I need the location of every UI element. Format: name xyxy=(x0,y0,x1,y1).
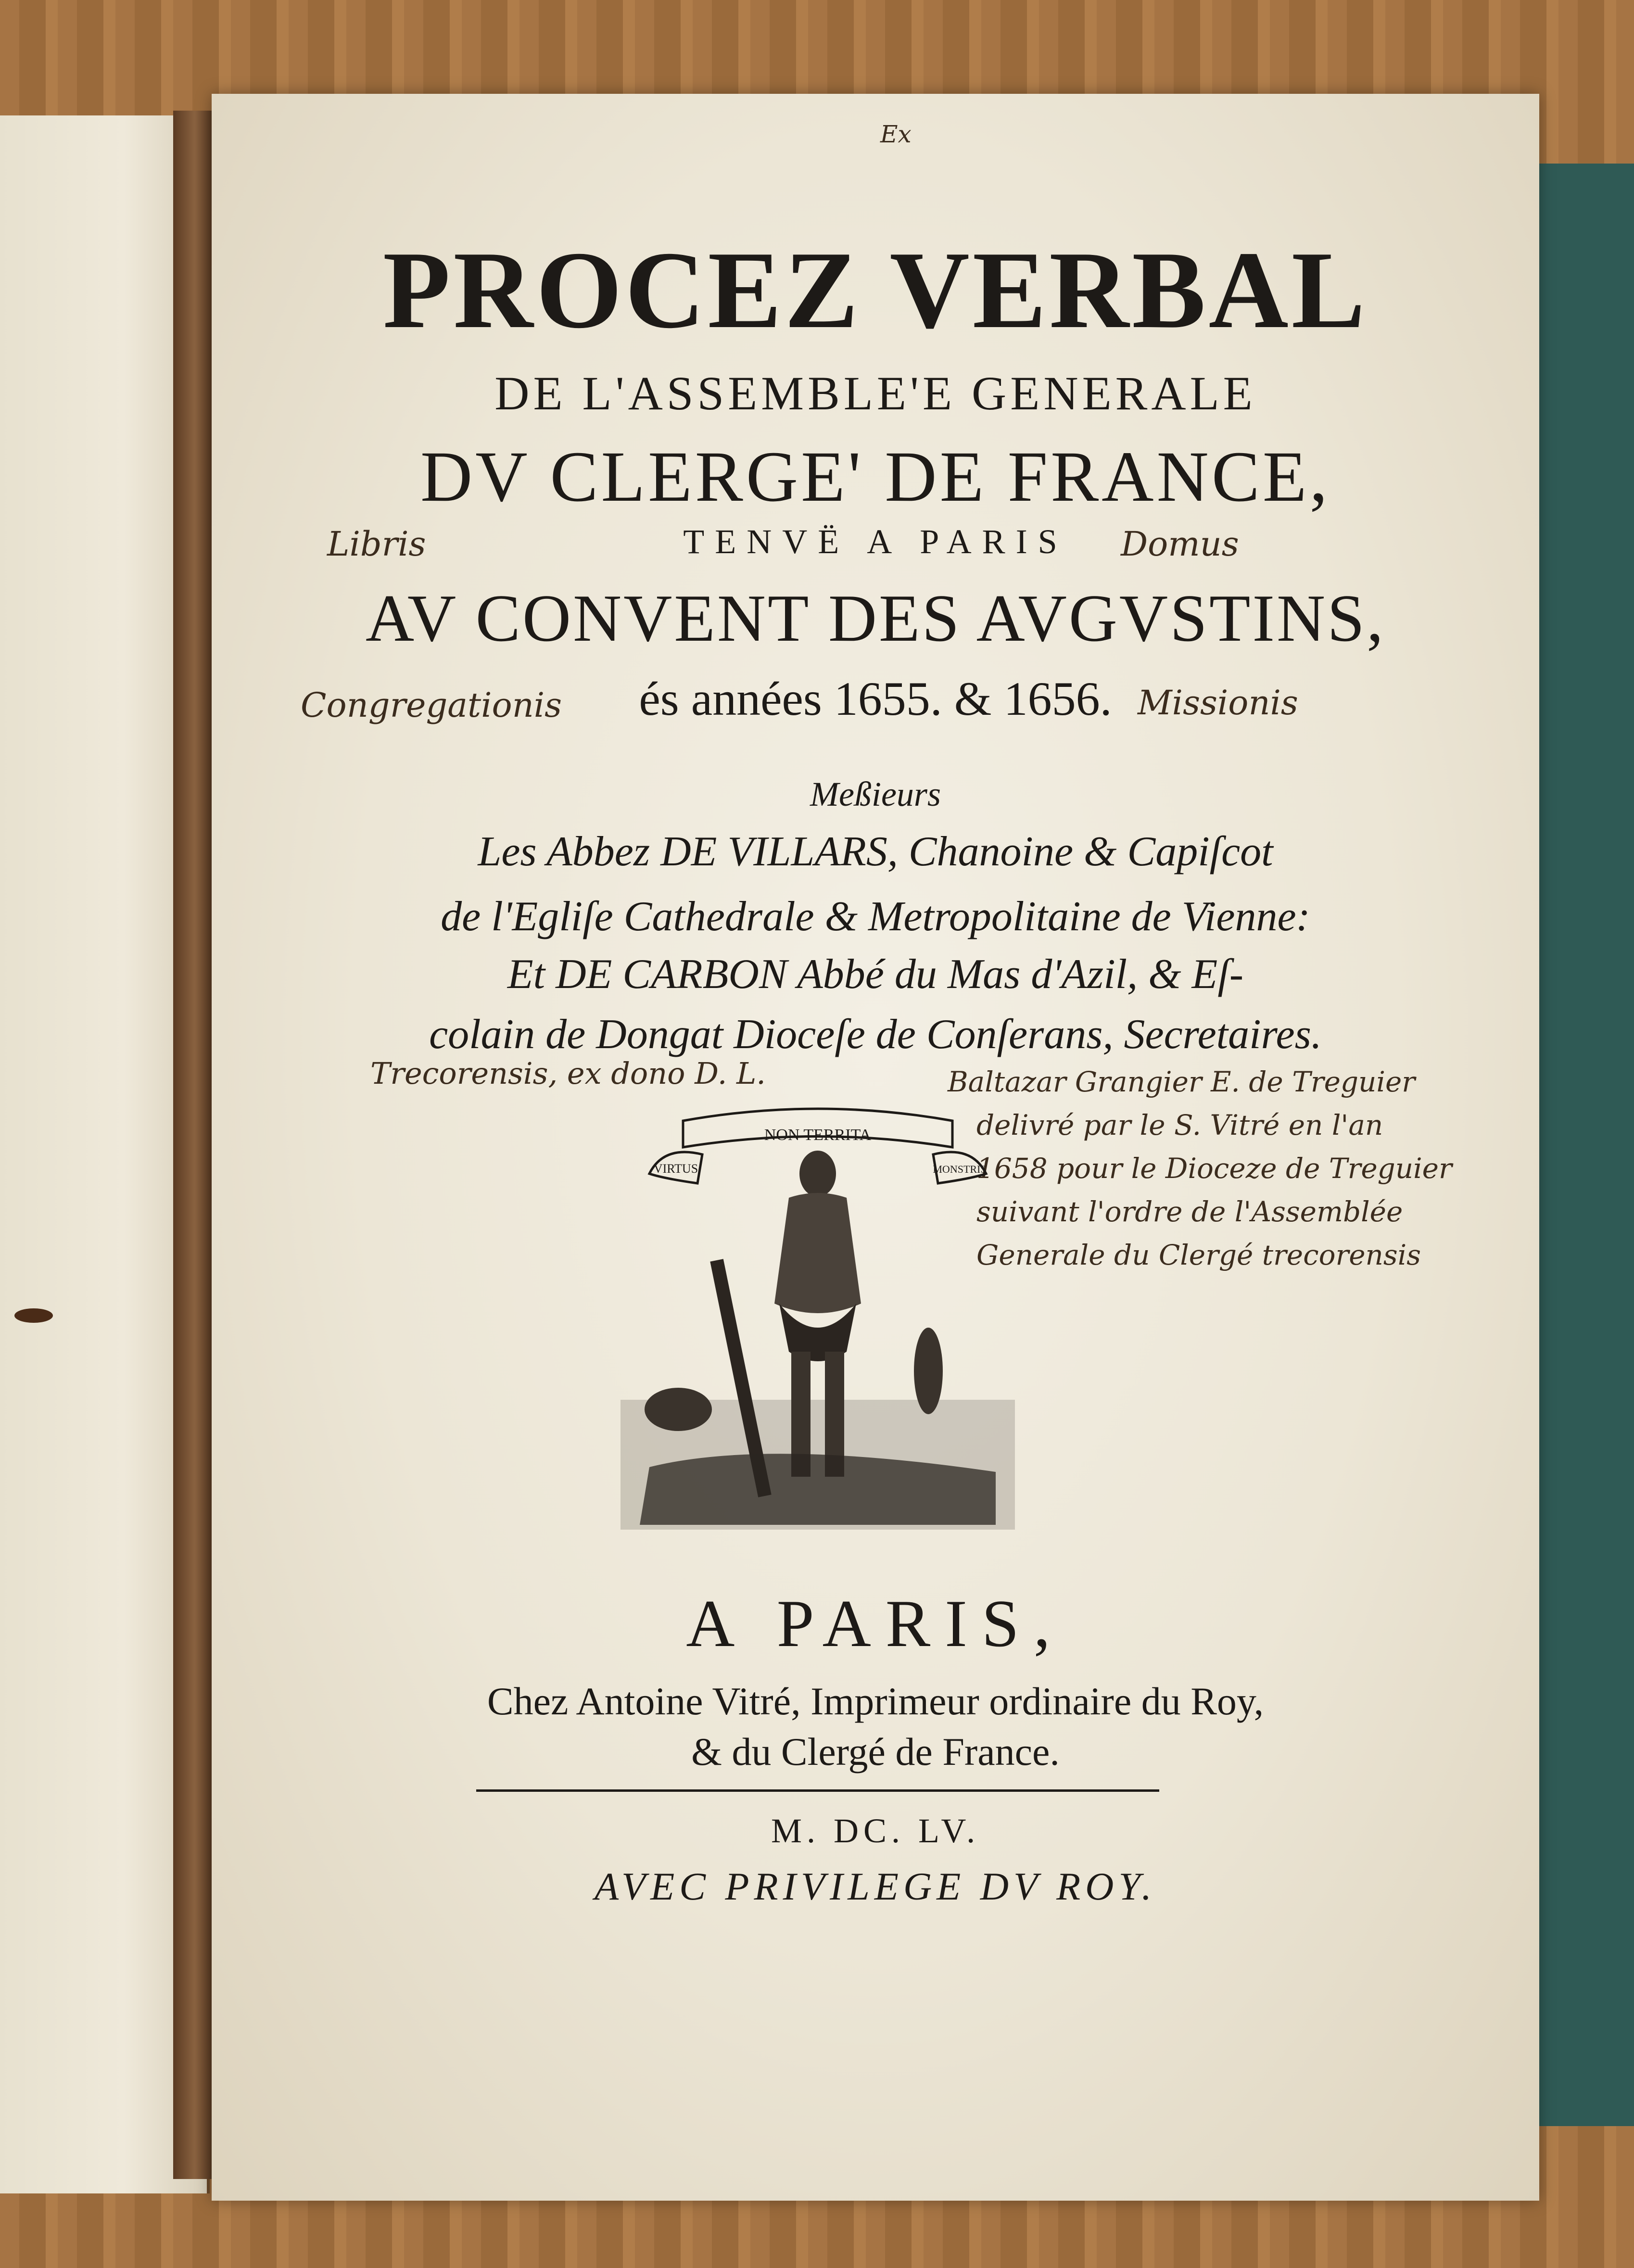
handwritten-trecorensis: Trecorensis, ex dono D. L. xyxy=(370,1056,766,1091)
book-spine xyxy=(173,111,216,2179)
imprint-printer-line: & du Clergé de France. xyxy=(691,1730,1060,1774)
banner-left-text: VIRTUS xyxy=(653,1162,698,1176)
handwritten-note-line: Baltazar Grangier E. de Treguier xyxy=(948,1065,1416,1098)
body-line: Les Abbez DE VILLARS, Chanoine & Capiſcot xyxy=(478,828,1273,875)
body-line: de l'Egliſe Cathedrale & Metropolitaine de Vienne: xyxy=(441,893,1310,940)
subtitle-years: és années 1655. & 1656. xyxy=(639,672,1112,725)
handwritten-congregationis: Congregationis xyxy=(301,685,562,725)
banner-right-text: MONSTRIS xyxy=(933,1163,987,1175)
subtitle-convent: AV CONVENT DES AVGVSTINS, xyxy=(365,581,1386,656)
handwritten-note-line: 1658 pour le Dioceze de Treguier xyxy=(976,1152,1452,1185)
subtitle-assemblee: DE L'ASSEMBLE'E GENERALE xyxy=(494,367,1256,420)
handwritten-note-line: delivré par le S. Vitré en l'an xyxy=(976,1109,1383,1141)
main-title: PROCEZ VERBAL xyxy=(382,228,1368,351)
hercules-woodcut-emblem xyxy=(621,1102,1015,1534)
imprint-city: A PARIS, xyxy=(686,1586,1065,1661)
body-line: colain de Dongat Dioceſe de Conſerans, Secretaires. xyxy=(429,1011,1322,1058)
handwritten-missionis: Missionis xyxy=(1138,683,1298,722)
handwritten-libris: Libris xyxy=(327,524,426,564)
handwritten-domus: Domus xyxy=(1121,524,1239,564)
imprint-date: M. DC. LV. xyxy=(771,1812,980,1850)
handwritten-note-line: Generale du Clergé trecorensis xyxy=(976,1239,1421,1271)
stain-mark xyxy=(14,1308,53,1323)
handwritten-ex: Ex xyxy=(880,120,912,148)
handwritten-note-line: suivant l'ordre de l'Assemblée xyxy=(976,1195,1403,1228)
messieurs-heading: Meßieurs xyxy=(810,775,941,813)
subtitle-clerge: DV CLERGE' DE FRANCE, xyxy=(420,437,1330,517)
body-line: Et DE CARBON Abbé du Mas d'Azil, & Eſ- xyxy=(507,951,1244,998)
banner-top-text: NON TERRITA xyxy=(764,1126,872,1144)
imprint-privilege: AVEC PRIVILEGE DV ROY. xyxy=(595,1864,1156,1908)
subtitle-tenue: TENVË A PARIS xyxy=(683,522,1068,561)
divider-rule xyxy=(476,1789,1159,1792)
imprint-printer-line: Chez Antoine Vitré, Imprimeur ordinaire du Roy, xyxy=(487,1679,1264,1723)
